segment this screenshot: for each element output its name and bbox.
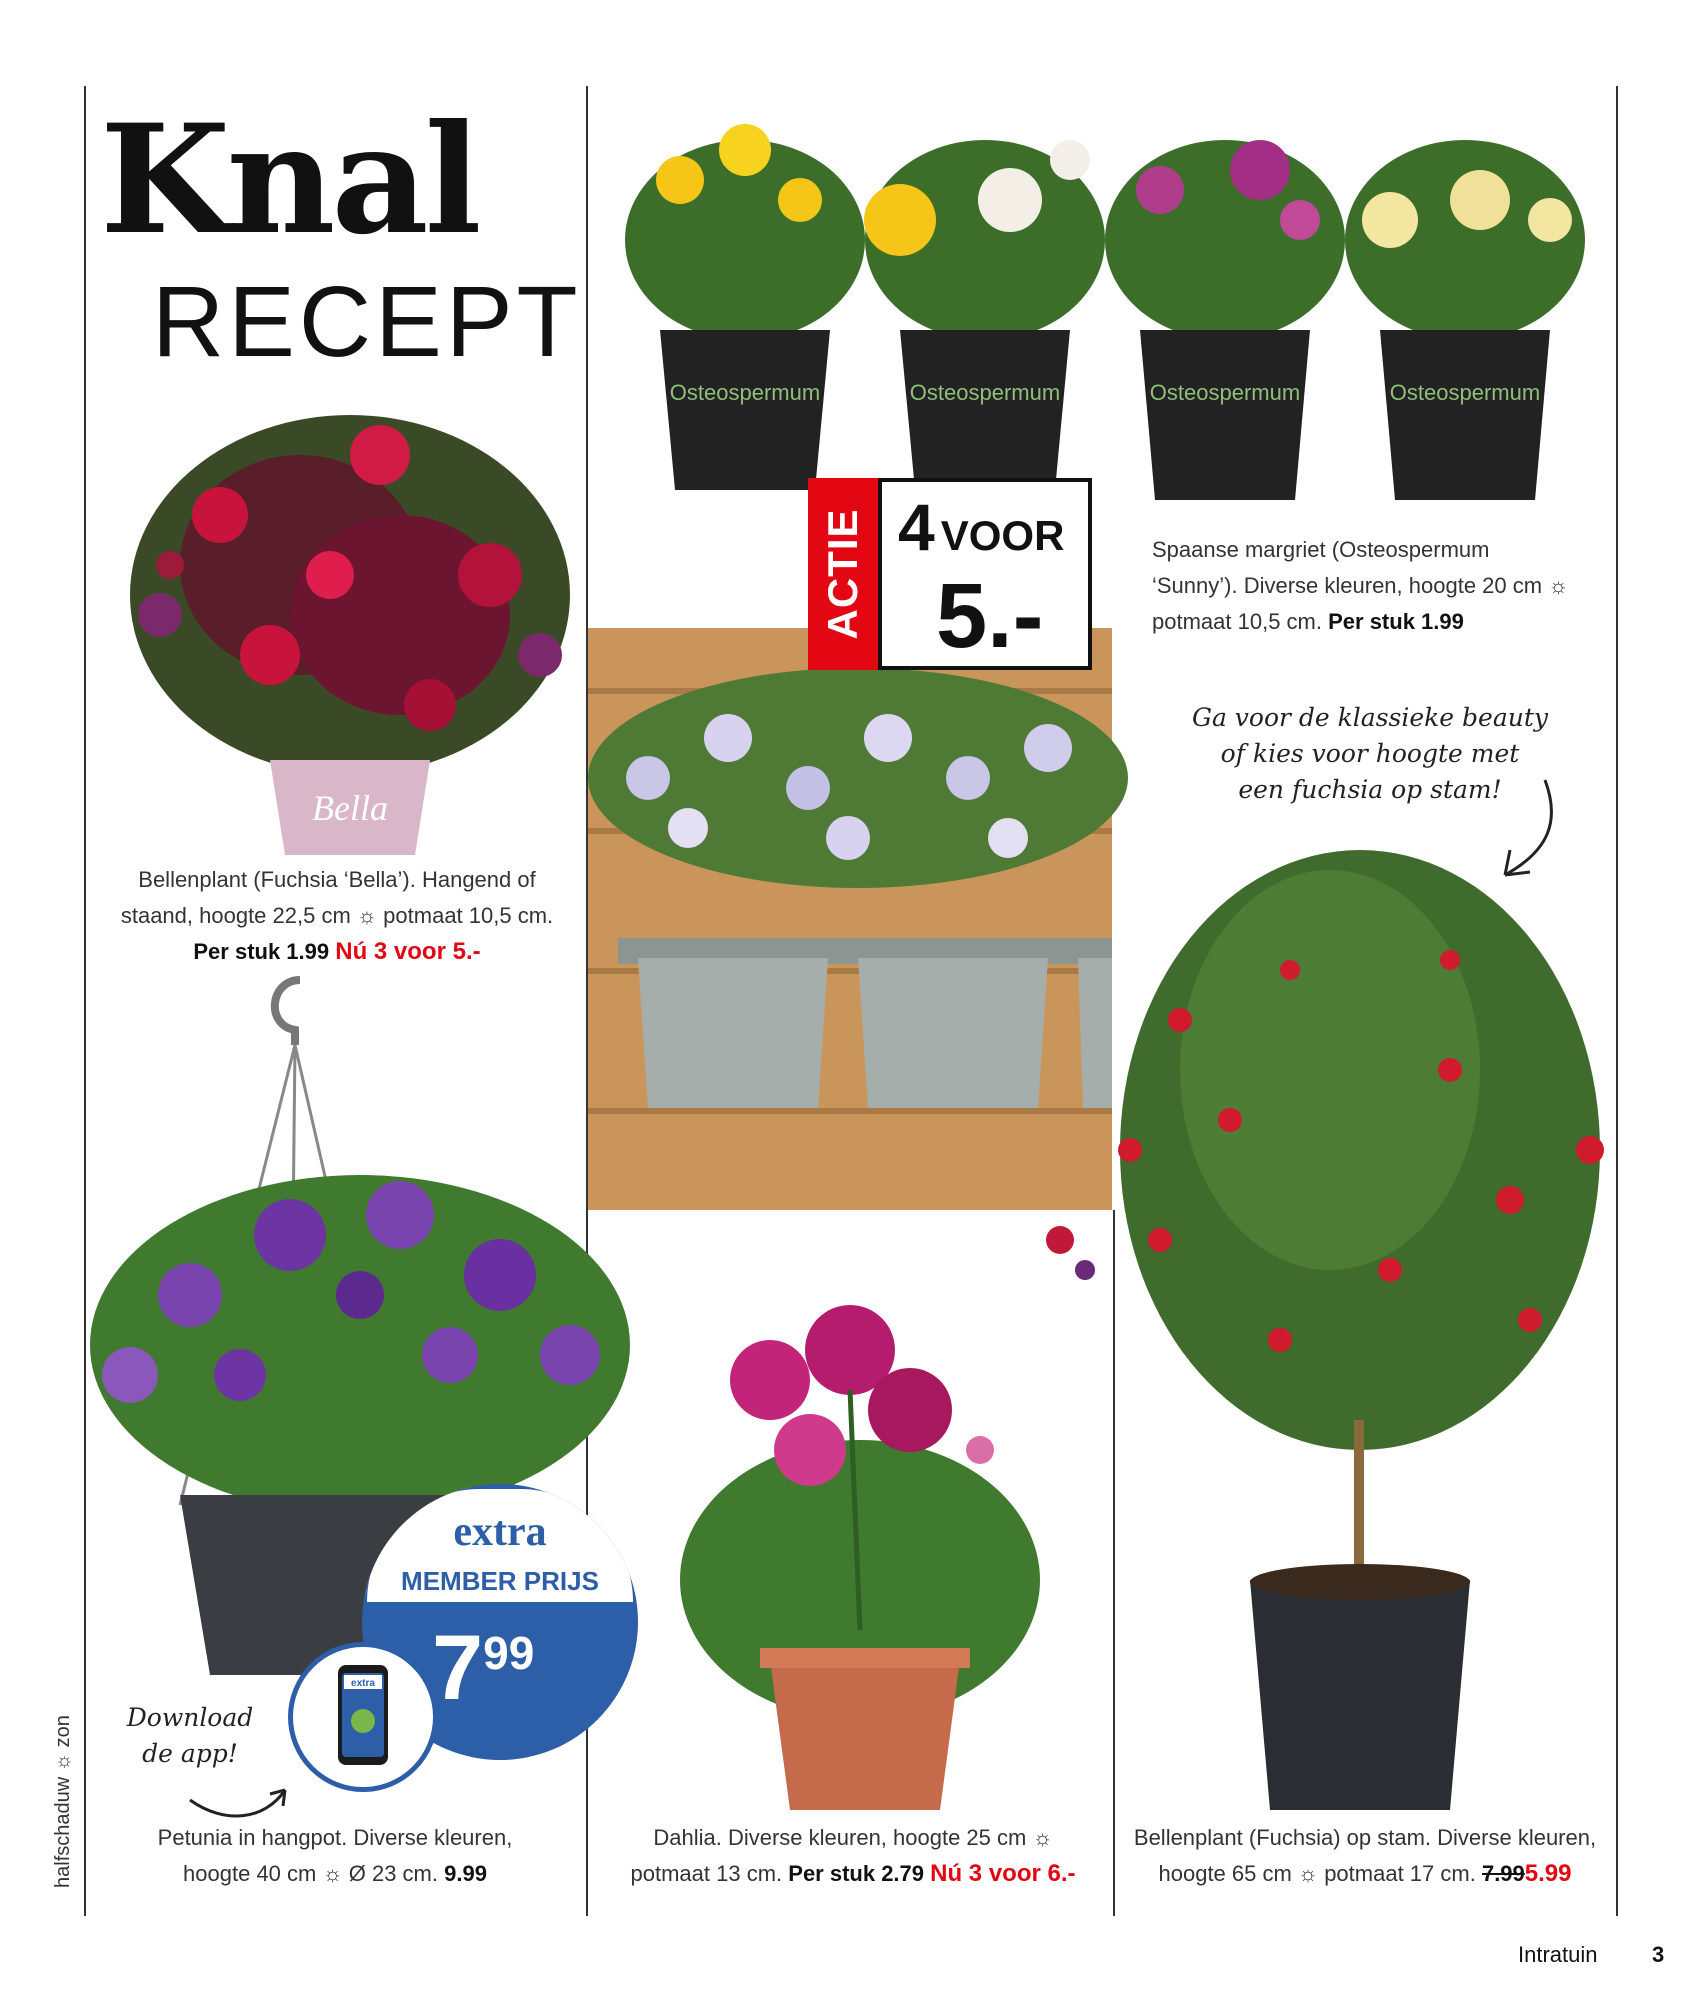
bella-offer: Nú 3 voor 5.- xyxy=(335,938,481,965)
actie-badge xyxy=(808,478,1092,670)
petunia-desc-line1: Petunia in hangpot. Diverse kleuren, xyxy=(157,1825,513,1850)
bella-pot-label: Bella xyxy=(312,788,388,828)
dahlia-caption xyxy=(600,1820,1106,1892)
member-label: MEMBER PRIJS xyxy=(401,1566,599,1596)
member-price xyxy=(432,1617,535,1719)
pot-label-3: Osteospermum xyxy=(1149,380,1301,405)
quote-line1: Ga voor de klassieke beauty xyxy=(1191,703,1549,732)
actie-box xyxy=(878,478,1092,670)
headline-recept: RECEPT xyxy=(152,266,582,378)
fuchsia-stam-image xyxy=(1030,820,1670,1820)
member-price-main: 7 xyxy=(432,1617,484,1719)
fuchsia-bella-image xyxy=(70,395,630,865)
actie-label: ACTIE xyxy=(819,508,866,640)
stam-desc-line1: Bellenplant (Fuchsia) op stam. Diverse kleuren, xyxy=(1133,1825,1597,1850)
dahlia-price-line xyxy=(600,1856,1106,1892)
pot-label-1: Osteospermum xyxy=(669,380,821,405)
osteo-desc-line3-wrap xyxy=(1152,604,1602,640)
member-price-cents: 99 xyxy=(483,1627,535,1679)
stam-old-price: 7.99 xyxy=(1481,1861,1525,1886)
pot-label-2: Osteospermum xyxy=(909,380,1061,405)
headline-knal: Knal xyxy=(100,92,478,268)
petunia-caption xyxy=(110,1820,560,1892)
bella-price-line xyxy=(92,934,582,970)
dahlia-image xyxy=(660,1300,1060,1820)
actie-word: VOOR xyxy=(940,512,1065,559)
actie-count: 4 xyxy=(898,490,935,564)
osteo-desc-line3: potmaat 10,5 cm. xyxy=(1152,609,1322,634)
actie-red-strip xyxy=(808,478,878,670)
light-legend: halfschaduw ☼ zon xyxy=(52,1715,74,1888)
osteospermum-caption xyxy=(1152,532,1602,640)
petunia-desc-line2: hoogte 40 cm ☼ Ø 23 cm. xyxy=(183,1861,438,1886)
stam-caption xyxy=(1118,1820,1612,1892)
osteo-desc-line1: Spaanse margriet (Osteospermum xyxy=(1152,537,1490,562)
extra-logo: extra xyxy=(453,1509,547,1555)
download-line1: Download xyxy=(126,1703,254,1732)
footer-section: Intratuin xyxy=(1518,1942,1598,1967)
stam-desc-line2: hoogte 65 cm ☼ potmaat 17 cm. xyxy=(1158,1861,1476,1886)
pot-label-4: Osteospermum xyxy=(1389,380,1541,405)
dahlia-desc-line2: potmaat 13 cm. xyxy=(630,1861,783,1886)
bella-per-stuk: Per stuk 1.99 xyxy=(193,939,330,964)
app-download-badge[interactable] xyxy=(288,1642,438,1792)
phone-app-label: extra xyxy=(351,1678,375,1689)
petunia-price: 9.99 xyxy=(444,1861,487,1886)
petunia-price-line xyxy=(110,1856,560,1892)
bella-caption xyxy=(92,862,582,970)
actie-price: 5.- xyxy=(936,565,1044,667)
phone-icon xyxy=(328,1665,398,1775)
stam-new-price: 5.99 xyxy=(1524,1860,1572,1887)
osteo-desc-line2: ‘Sunny’). Diverse kleuren, hoogte 20 cm ☼ xyxy=(1152,573,1569,598)
dahlia-desc-line1: Dahlia. Diverse kleuren, hoogte 25 cm ☼ xyxy=(653,1825,1053,1850)
actie-count-line xyxy=(898,490,1065,564)
quote-line2: of kies voor hoogte met xyxy=(1220,739,1520,768)
stam-price-line xyxy=(1118,1856,1612,1892)
download-line2: de app! xyxy=(142,1739,238,1768)
osteo-per-stuk: Per stuk 1.99 xyxy=(1328,609,1464,634)
download-app-text xyxy=(100,1700,280,1772)
dahlia-per-stuk: Per stuk 2.79 xyxy=(788,1861,925,1886)
bella-desc-line1: Bellenplant (Fuchsia ‘Bella’). Hangend of xyxy=(138,867,536,892)
dahlia-offer: Nú 3 voor 6.- xyxy=(930,1860,1076,1887)
footer-page-number: 3 xyxy=(1652,1942,1665,1967)
osteospermum-image xyxy=(600,110,1610,510)
quote-line3: een fuchsia op stam! xyxy=(1238,775,1502,804)
bella-desc-line2: staand, hoogte 22,5 cm ☼ potmaat 10,5 cm. xyxy=(120,903,554,928)
